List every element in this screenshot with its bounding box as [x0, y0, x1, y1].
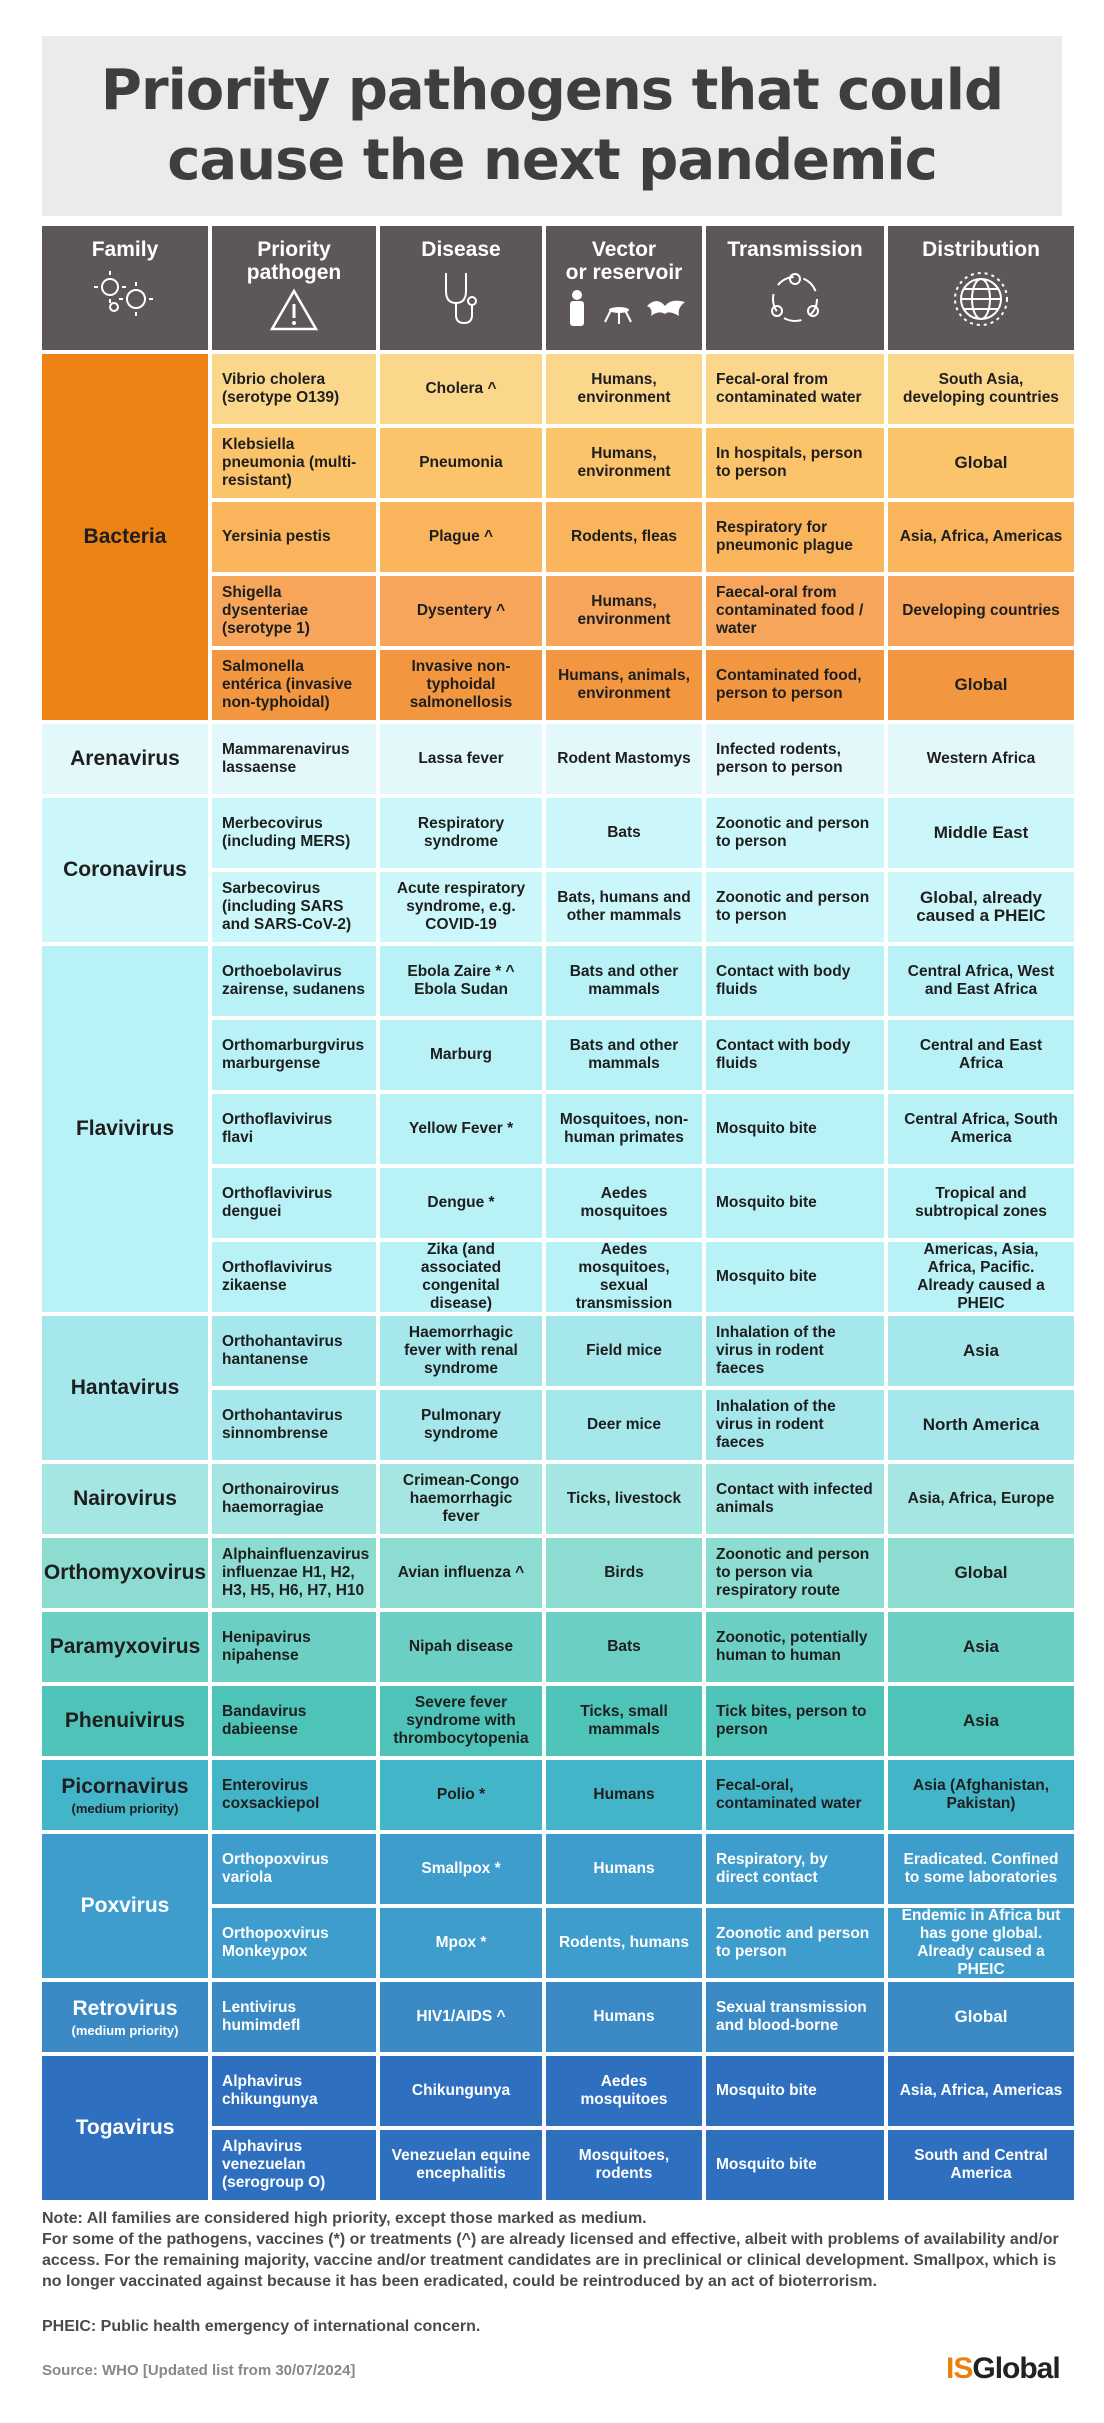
cell-vector: Aedes mosquitoes	[546, 2056, 702, 2126]
cell-disease: Ebola Zaire * ^ Ebola Sudan	[380, 946, 542, 1016]
note-priority: Note: All families are considered high priority, except those marked as medium.	[42, 2210, 647, 2227]
globe-icon	[951, 269, 1011, 329]
family-name: Flavivirus	[75, 1117, 175, 1140]
cell-pathogen: Orthohantavirus hantanense	[212, 1316, 376, 1386]
cell-distribution: Endemic in Africa but has gone global. Already caused a PHEIC	[888, 1908, 1074, 1978]
family-name: Picornavirus	[61, 1774, 189, 1798]
cell-transmission: Fecal-oral from contaminated water	[706, 354, 884, 424]
header-transmission	[706, 226, 884, 350]
cell-vector: Deer mice	[546, 1390, 702, 1460]
cell-disease: Venezuelan equine encephalitis	[380, 2130, 542, 2200]
cell-vector: Bats, humans and other mammals	[546, 872, 702, 942]
cell-distribution: Asia	[888, 1612, 1074, 1682]
cell-distribution: Americas, Asia, Africa, Pacific. Already caused a PHEIC	[888, 1242, 1074, 1312]
cell-distribution: Global	[888, 650, 1074, 720]
family-cell	[42, 946, 208, 1312]
header-distribution-label: Distribution	[922, 238, 1040, 261]
family-cell	[42, 724, 208, 794]
cell-disease: Mpox *	[380, 1908, 542, 1978]
cell-vector: Bats	[546, 1612, 702, 1682]
header-family	[42, 226, 208, 350]
cell-vector: Aedes mosquitoes, sexual transmission	[546, 1242, 702, 1312]
cell-vector: Mosquitoes, non-human primates	[546, 1094, 702, 1164]
cell-distribution: Asia	[888, 1686, 1074, 1756]
header-transmission-label: Transmission	[727, 238, 863, 261]
cell-vector: Humans, environment	[546, 576, 702, 646]
note-pheic: PHEIC: Public health emergency of international concern.	[42, 2318, 481, 2335]
cell-pathogen: Alphainfluenzavirus influenzae H1, H2, H3, H5, H6, H7, H10	[212, 1538, 376, 1608]
header-pathogen-line2: pathogen	[246, 261, 342, 284]
cell-disease: Marburg	[380, 1020, 542, 1090]
cell-distribution: Central and East Africa	[888, 1020, 1074, 1090]
cell-distribution: Global	[888, 428, 1074, 498]
cell-transmission: Contact with infected animals	[706, 1464, 884, 1534]
cell-vector: Rodents, humans	[546, 1908, 702, 1978]
cell-disease: Chikungunya	[380, 2056, 542, 2126]
cell-distribution: Asia (Afghanistan, Pakistan)	[888, 1760, 1074, 1830]
cell-pathogen: Lentivirus humimdefl	[212, 1982, 376, 2052]
cell-transmission: Contaminated food, person to person	[706, 650, 884, 720]
header-family-label: Family	[91, 238, 159, 261]
family-name: Arenavirus	[70, 747, 180, 770]
cell-distribution: Developing countries	[888, 576, 1074, 646]
cell-vector: Rodent Mastomys	[546, 724, 702, 794]
cell-pathogen: Salmonella entérica (invasive non-typhoidal)	[212, 650, 376, 720]
cell-disease: Haemorrhagic fever with renal syndrome	[380, 1316, 542, 1386]
cell-disease: Nipah disease	[380, 1612, 542, 1682]
cell-transmission: Fecal-oral, contaminated water	[706, 1760, 884, 1830]
cell-transmission: Zoonotic and person to person	[706, 872, 884, 942]
cell-pathogen: Yersinia pestis	[212, 502, 376, 572]
cell-disease: Lassa fever	[380, 724, 542, 794]
cell-vector: Humans	[546, 1834, 702, 1904]
cell-vector: Bats and other mammals	[546, 1020, 702, 1090]
cell-pathogen: Orthoflavivirus flavi	[212, 1094, 376, 1164]
cell-distribution: Asia, Africa, Europe	[888, 1464, 1074, 1534]
cell-pathogen: Shigella dysenteriae (serotype 1)	[212, 576, 376, 646]
cell-disease: Pneumonia	[380, 428, 542, 498]
cell-pathogen: Vibrio cholera (serotype O139)	[212, 354, 376, 424]
human-mosquito-bat-icon	[559, 288, 689, 328]
cell-transmission: Mosquito bite	[706, 1094, 884, 1164]
family-name: Nairovirus	[73, 1487, 177, 1510]
cell-transmission: Zoonotic and person to person via respiratory route	[706, 1538, 884, 1608]
cell-distribution: Middle East	[888, 798, 1074, 868]
cell-pathogen: Bandavirus dabieense	[212, 1686, 376, 1756]
cell-pathogen: Alphavirus venezuelan (serogroup O)	[212, 2130, 376, 2200]
note-vaccines: For some of the pathogens, vaccines (*) or treatments (^) are already licensed and effective, albeit with problems of availability and/or access. For the remaining majority, vaccine and/or treatment candidates are in preclinical or clinical development. Smallpox, which is no longer vaccinated against because it has been eradicated, could be reintroduced by an act of bioterrorism.	[42, 2231, 1059, 2290]
family-name: Bacteria	[83, 525, 167, 548]
cell-distribution: Asia, Africa, Americas	[888, 502, 1074, 572]
cell-disease: Yellow Fever *	[380, 1094, 542, 1164]
cell-distribution: South and Central America	[888, 2130, 1074, 2200]
cell-transmission: Respiratory, by direct contact	[706, 1834, 884, 1904]
cell-disease: Acute respiratory syndrome, e.g. COVID-19	[380, 872, 542, 942]
cell-pathogen: Orthopoxvirus variola	[212, 1834, 376, 1904]
cell-vector: Humans, environment	[546, 354, 702, 424]
family-cell	[42, 1464, 208, 1534]
cell-disease: Invasive non-typhoidal salmonellosis	[380, 650, 542, 720]
family-cell	[42, 2056, 208, 2200]
notes	[42, 2208, 1072, 2292]
cell-disease: Severe fever syndrome with thrombocytopenia	[380, 1686, 542, 1756]
cell-vector: Humans	[546, 1760, 702, 1830]
family-name: Coronavirus	[63, 858, 187, 881]
cell-pathogen: Enterovirus coxsackiepol	[212, 1760, 376, 1830]
header-distribution	[888, 226, 1074, 350]
cell-disease: Pulmonary syndrome	[380, 1390, 542, 1460]
family-cell	[42, 1982, 208, 2052]
cell-distribution: Asia	[888, 1316, 1074, 1386]
stethoscope-icon	[436, 269, 486, 329]
isglobal-logo: ISGlobal	[946, 2352, 1060, 2385]
cell-disease: HIV1/AIDS ^	[380, 1982, 542, 2052]
cell-pathogen: Merbecovirus (including MERS)	[212, 798, 376, 868]
cell-vector: Aedes mosquitoes	[546, 1168, 702, 1238]
cell-distribution: Global	[888, 1982, 1074, 2052]
header-vector	[546, 226, 702, 350]
warning-icon	[269, 288, 319, 332]
cell-disease: Crimean-Congo haemorrhagic fever	[380, 1464, 542, 1534]
family-cell	[42, 354, 208, 720]
header-vector-line2: or reservoir	[565, 261, 683, 284]
cell-transmission: Contact with body fluids	[706, 946, 884, 1016]
cell-vector: Birds	[546, 1538, 702, 1608]
cell-disease: Polio *	[380, 1760, 542, 1830]
cell-disease: Dysentery ^	[380, 576, 542, 646]
cell-transmission: Contact with body fluids	[706, 1020, 884, 1090]
cell-distribution: Central Africa, South America	[888, 1094, 1074, 1164]
cell-distribution: Global	[888, 1538, 1074, 1608]
page-title-line1: Priority pathogens that could	[100, 58, 1004, 123]
family-cell	[42, 1612, 208, 1682]
cell-pathogen: Orthohantavirus sinnombrense	[212, 1390, 376, 1460]
family-cell	[42, 1834, 208, 1978]
cell-pathogen: Sarbecovirus (including SARS and SARS-CoV-2)	[212, 872, 376, 942]
cell-disease: Zika (and associated congenital disease)	[380, 1242, 542, 1312]
cell-vector: Mosquitoes, rodents	[546, 2130, 702, 2200]
header-disease	[380, 226, 542, 350]
cell-transmission: Respiratory for pneumonic plague	[706, 502, 884, 572]
title-box	[42, 36, 1062, 216]
cell-distribution: Eradicated. Confined to some laboratories	[888, 1834, 1074, 1904]
cell-disease: Cholera ^	[380, 354, 542, 424]
cell-transmission: Mosquito bite	[706, 2130, 884, 2200]
cell-disease: Dengue *	[380, 1168, 542, 1238]
family-priority-note: (medium priority)	[71, 2022, 179, 2038]
family-cell	[42, 798, 208, 942]
cell-distribution: Tropical and subtropical zones	[888, 1168, 1074, 1238]
cell-pathogen: Henipavirus nipahense	[212, 1612, 376, 1682]
cell-transmission: Sexual transmission and blood-borne	[706, 1982, 884, 2052]
header-disease-label: Disease	[421, 238, 501, 261]
cell-pathogen: Alphavirus chikungunya	[212, 2056, 376, 2126]
cell-vector: Humans, animals, environment	[546, 650, 702, 720]
family-name: Retrovirus	[72, 1996, 178, 2020]
family-name: Hantavirus	[70, 1376, 180, 1399]
family-name: Paramyxovirus	[49, 1635, 201, 1658]
bacteria-icon	[90, 269, 160, 319]
cell-vector: Humans, environment	[546, 428, 702, 498]
cell-pathogen: Orthopoxvirus Monkeypox	[212, 1908, 376, 1978]
family-name: Orthomyxovirus	[43, 1561, 207, 1584]
cell-disease: Avian influenza ^	[380, 1538, 542, 1608]
cell-disease: Respiratory syndrome	[380, 798, 542, 868]
cell-pathogen: Orthomarburgvirus marburgense	[212, 1020, 376, 1090]
family-priority-note: (medium priority)	[71, 1800, 179, 1816]
cell-vector: Ticks, livestock	[546, 1464, 702, 1534]
page-title-line2: cause the next pandemic	[167, 128, 937, 193]
family-name: Poxvirus	[80, 1894, 170, 1917]
cell-pathogen: Orthonairovirus haemorragiae	[212, 1464, 376, 1534]
family-name: Phenuivirus	[64, 1709, 186, 1732]
cell-transmission: Inhalation of the virus in rodent faeces	[706, 1316, 884, 1386]
cell-distribution: North America	[888, 1390, 1074, 1460]
cell-pathogen: Klebsiella pneumonia (multi-resistant)	[212, 428, 376, 498]
header-vector-line1: Vector	[591, 238, 657, 261]
cell-distribution: South Asia, developing countries	[888, 354, 1074, 424]
family-cell	[42, 1686, 208, 1756]
source-text: Source: WHO [Updated list from 30/07/2024]	[42, 2362, 356, 2379]
cell-transmission: In hospitals, person to person	[706, 428, 884, 498]
cell-pathogen: Orthoflavivirus denguei	[212, 1168, 376, 1238]
cell-vector: Bats and other mammals	[546, 946, 702, 1016]
cell-distribution: Asia, Africa, Americas	[888, 2056, 1074, 2126]
cell-vector: Rodents, fleas	[546, 502, 702, 572]
pathogen-table	[42, 226, 1066, 2200]
cell-vector: Bats	[546, 798, 702, 868]
cell-vector: Humans	[546, 1982, 702, 2052]
cell-pathogen: Orthoflavivirus zikaense	[212, 1242, 376, 1312]
cell-transmission: Inhalation of the virus in rodent faeces	[706, 1390, 884, 1460]
transmission-cycle-icon	[765, 269, 825, 329]
cell-pathogen: Orthoebolavirus zairense, sudanens	[212, 946, 376, 1016]
family-cell	[42, 1316, 208, 1460]
cell-transmission: Faecal-oral from contaminated food / water	[706, 576, 884, 646]
cell-transmission: Zoonotic and person to person	[706, 1908, 884, 1978]
cell-pathogen: Mammarenavirus lassaense	[212, 724, 376, 794]
cell-distribution: Central Africa, West and East Africa	[888, 946, 1074, 1016]
cell-distribution: Global, already caused a PHEIC	[888, 872, 1074, 942]
cell-distribution: Western Africa	[888, 724, 1074, 794]
cell-transmission: Zoonotic and person to person	[706, 798, 884, 868]
cell-transmission: Infected rodents, person to person	[706, 724, 884, 794]
family-cell	[42, 1538, 208, 1608]
cell-disease: Smallpox *	[380, 1834, 542, 1904]
family-name: Togavirus	[75, 2116, 175, 2139]
header-pathogen	[212, 226, 376, 350]
cell-vector: Ticks, small mammals	[546, 1686, 702, 1756]
cell-transmission: Mosquito bite	[706, 2056, 884, 2126]
cell-transmission: Mosquito bite	[706, 1242, 884, 1312]
cell-transmission: Mosquito bite	[706, 1168, 884, 1238]
cell-disease: Plague ^	[380, 502, 542, 572]
header-pathogen-line1: Priority	[257, 238, 331, 261]
cell-transmission: Zoonotic, potentially human to human	[706, 1612, 884, 1682]
cell-vector: Field mice	[546, 1316, 702, 1386]
cell-transmission: Tick bites, person to person	[706, 1686, 884, 1756]
family-cell	[42, 1760, 208, 1830]
